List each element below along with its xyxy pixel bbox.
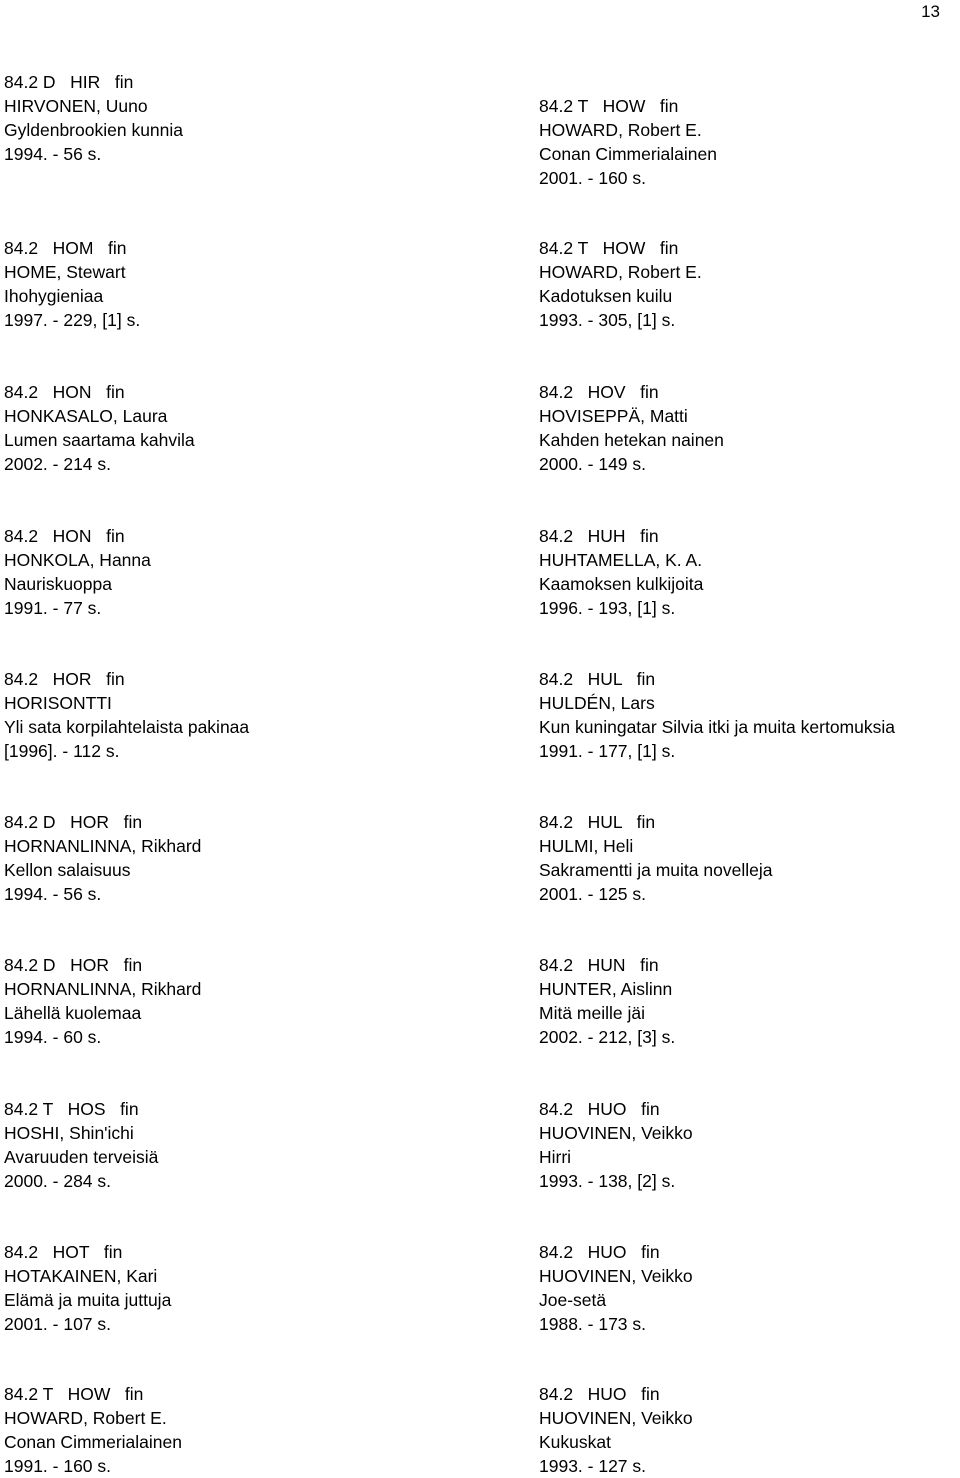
publication-details: 2000. - 149 s.	[539, 454, 647, 474]
author: HOWARD, Robert E.	[4, 1408, 167, 1428]
catalog-entry	[539, 94, 717, 190]
author: HONKOLA, Hanna	[4, 550, 151, 570]
call-number: 84.2 D HIR fin	[4, 72, 134, 92]
publication-details: 1994. - 56 s.	[4, 884, 102, 904]
author: HULMI, Heli	[539, 836, 634, 856]
catalog-entry	[539, 1097, 693, 1193]
call-number: 84.2 HUO fin	[539, 1099, 660, 1119]
catalog-entry	[539, 1240, 693, 1336]
publication-details: 1991. - 177, [1] s.	[539, 741, 676, 761]
catalog-entry	[4, 1382, 182, 1478]
call-number: 84.2 HUL fin	[539, 669, 656, 689]
call-number: 84.2 D HOR fin	[4, 812, 143, 832]
page-number: 13	[921, 2, 940, 21]
author: HORNANLINNA, Rikhard	[4, 979, 202, 999]
publication-details: 1994. - 60 s.	[4, 1027, 102, 1047]
author: HULDÉN, Lars	[539, 693, 655, 713]
catalog-entry	[4, 810, 201, 906]
call-number: 84.2 HUN fin	[539, 955, 659, 975]
catalog-entry	[4, 236, 140, 332]
catalog-entry	[539, 236, 702, 332]
title: Kaamoksen kulkijoita	[539, 574, 704, 594]
author: HUOVINEN, Veikko	[539, 1266, 693, 1286]
catalog-entry	[4, 380, 195, 476]
publication-details: 2001. - 107 s.	[4, 1314, 112, 1334]
publication-details: 1994. - 56 s.	[4, 144, 102, 164]
catalog-entry	[539, 1382, 693, 1478]
call-number: 84.2 HOV fin	[539, 382, 659, 402]
author: HOWARD, Robert E.	[539, 120, 702, 140]
title: Yli sata korpilahtelaista pakinaa	[4, 717, 250, 737]
title: Mitä meille jäi	[539, 1003, 645, 1023]
publication-details: 1993. - 138, [2] s.	[539, 1171, 676, 1191]
title: Lumen saartama kahvila	[4, 430, 195, 450]
call-number: 84.2 T HOW fin	[4, 1384, 144, 1404]
publication-details: 2001. - 160 s.	[539, 168, 647, 188]
author: HUHTAMELLA, K. A.	[539, 550, 703, 570]
author: HORNANLINNA, Rikhard	[4, 836, 202, 856]
catalog-entry	[4, 70, 183, 166]
title: Conan Cimmerialainen	[4, 1432, 182, 1452]
title: Joe-setä	[539, 1290, 607, 1310]
catalog-entry	[4, 953, 201, 1049]
title: Hirri	[539, 1147, 572, 1167]
title: Kun kuningatar Silvia itki ja muita kertomuksia	[539, 717, 895, 737]
publication-details: 1997. - 229, [1] s.	[4, 310, 141, 330]
title: Conan Cimmerialainen	[539, 144, 717, 164]
catalog-entry	[4, 524, 151, 620]
catalog-entry	[4, 1240, 171, 1336]
author: HUOVINEN, Veikko	[539, 1123, 693, 1143]
call-number: 84.2 D HOR fin	[4, 955, 143, 975]
title: Sakramentti ja muita novelleja	[539, 860, 773, 880]
catalog-entry	[4, 1097, 158, 1193]
publication-details: 1996. - 193, [1] s.	[539, 598, 676, 618]
publication-details: 1988. - 173 s.	[539, 1314, 647, 1334]
call-number: 84.2 HUO fin	[539, 1242, 660, 1262]
call-number: 84.2 HON fin	[4, 526, 125, 546]
publication-details: 2002. - 214 s.	[4, 454, 112, 474]
catalog-entry	[539, 953, 675, 1049]
publication-details: [1996]. - 112 s.	[4, 741, 120, 761]
call-number: 84.2 HOT fin	[4, 1242, 123, 1262]
call-number: 84.2 HUH fin	[539, 526, 659, 546]
publication-details: 1991. - 77 s.	[4, 598, 102, 618]
call-number: 84.2 HOM fin	[4, 238, 127, 258]
author: HUNTER, Aislinn	[539, 979, 673, 999]
author: HOSHI, Shin'ichi	[4, 1123, 134, 1143]
publication-details: 1991. - 160 s.	[4, 1456, 112, 1476]
title: Lähellä kuolemaa	[4, 1003, 142, 1023]
call-number: 84.2 HUO fin	[539, 1384, 660, 1404]
title: Avaruuden terveisiä	[4, 1147, 159, 1167]
author: HOWARD, Robert E.	[539, 262, 702, 282]
catalog-entry	[4, 667, 249, 763]
catalog-entry	[539, 524, 703, 620]
call-number: 84.2 T HOW fin	[539, 238, 679, 258]
publication-details: 2000. - 284 s.	[4, 1171, 112, 1191]
title: Kukuskat	[539, 1432, 611, 1452]
author: HUOVINEN, Veikko	[539, 1408, 693, 1428]
call-number: 84.2 HON fin	[4, 382, 125, 402]
publication-details: 1993. - 305, [1] s.	[539, 310, 676, 330]
call-number: 84.2 HOR fin	[4, 669, 125, 689]
title: Kellon salaisuus	[4, 860, 131, 880]
author: HOME, Stewart	[4, 262, 126, 282]
title: Kadotuksen kuilu	[539, 286, 673, 306]
catalog-entry	[539, 380, 724, 476]
title: Ihohygieniaa	[4, 286, 104, 306]
call-number: 84.2 HUL fin	[539, 812, 656, 832]
author: HOVISEPPÄ, Matti	[539, 406, 688, 426]
publication-details: 1993. - 127 s.	[539, 1456, 647, 1476]
call-number: 84.2 T HOS fin	[4, 1099, 139, 1119]
title: Elämä ja muita juttuja	[4, 1290, 172, 1310]
publication-details: 2001. - 125 s.	[539, 884, 647, 904]
call-number: 84.2 T HOW fin	[539, 96, 679, 116]
author: HORISONTTI	[4, 693, 112, 713]
publication-details: 2002. - 212, [3] s.	[539, 1027, 676, 1047]
author: HONKASALO, Laura	[4, 406, 168, 426]
title: Nauriskuoppa	[4, 574, 112, 594]
title: Gyldenbrookien kunnia	[4, 120, 184, 140]
catalog-entry	[539, 667, 895, 763]
author: HOTAKAINEN, Kari	[4, 1266, 158, 1286]
catalog-entry	[539, 810, 772, 906]
title: Kahden hetekan nainen	[539, 430, 724, 450]
author: HIRVONEN, Uuno	[4, 96, 148, 116]
